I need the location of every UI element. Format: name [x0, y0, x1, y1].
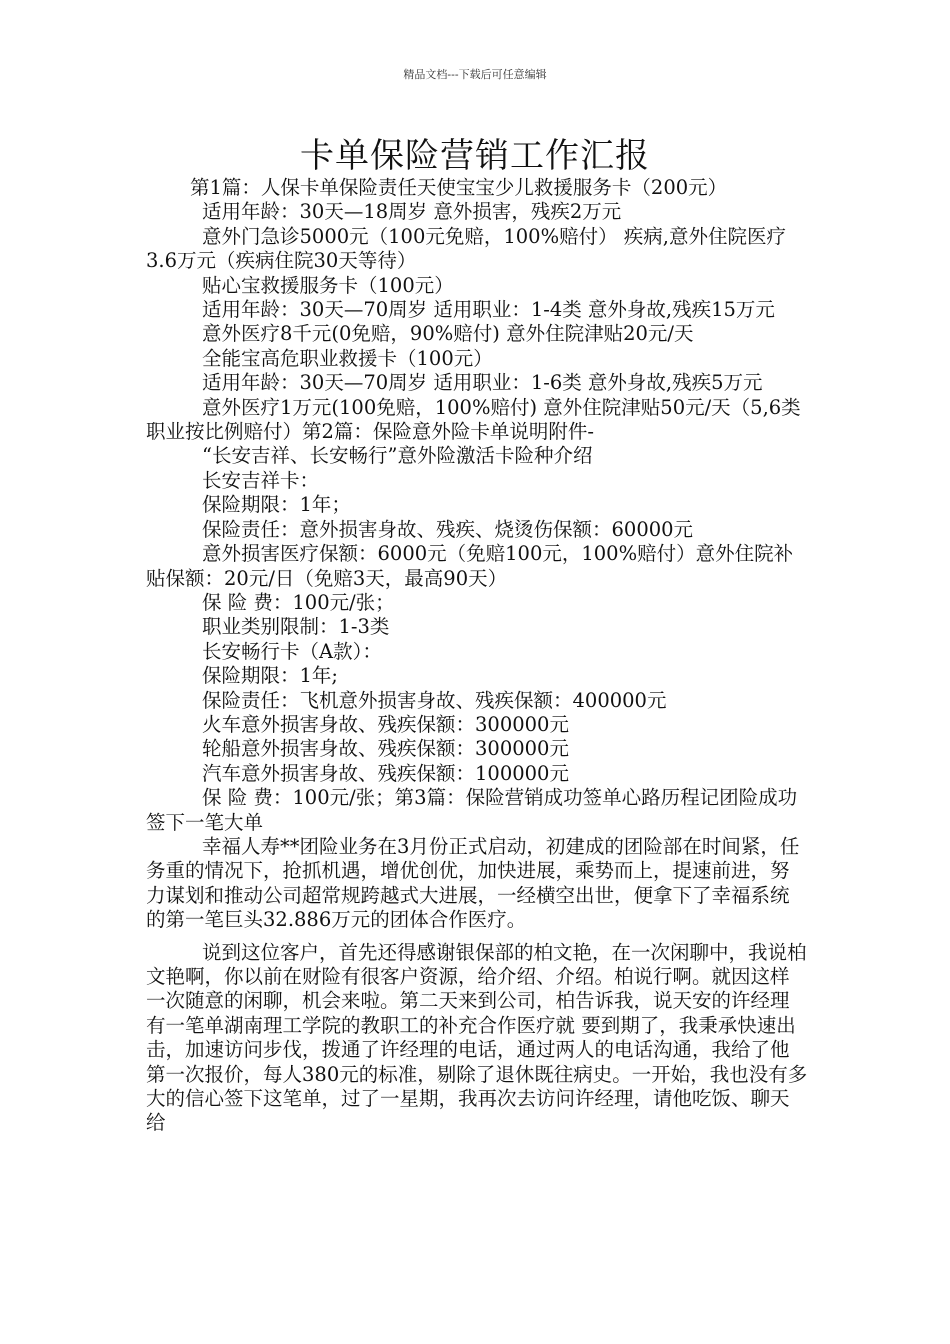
paragraph: 意外门急诊5000元（100元免赔，100%赔付） 疾病,意外住院医疗3.6万元（疾病住院30天等待） — [146, 224, 786, 273]
paragraph: 意外医疗1万元(100免赔，100%赔付) 意外住院津贴50元/天（5,6类职业按比例赔付）第2篇：保险意外险卡单说明附件- — [146, 395, 801, 444]
paragraph: 适用年龄：30天—70周岁 适用职业：1-4类 意外身故,残疾15万元 — [202, 298, 775, 322]
paragraph: 幸福人寿**团险业务在3月份正式启动，初建成的团险部在时间紧，任务重的情况下，抢抓机遇，增优创优，加快进展，乘势而上，提速前进，努力谋划和推动公司超常规跨越式大进展，一经横空出世，便拿下了幸福系统的第一笔巨头32.886万元的团体合作医疗。 — [146, 834, 800, 932]
document-body — [146, 176, 808, 1136]
paragraph: 意外医疗8千元(0免赔，90%赔付) 意外住院津贴20元/天 — [202, 322, 694, 346]
paragraph: 贴心宝救援服务卡（100元） — [202, 273, 454, 297]
paragraph: 保 险 费：100元/张；第3篇：保险营销成功签单心路历程记团险成功签下一笔大单 — [146, 786, 798, 834]
paragraph: 说到这位客户，首先还得感谢银保部的柏文艳，在一次闲聊中，我说柏文艳啊，你以前在财险有很客户资源，给介绍、介绍。柏说行啊。就因这样一次随意的闲聊，机会来啦。第二天来到公司，柏告诉我，说天安的许经理有一笔单湖南理工学院的教职工的补充合作医疗就 要到期了，我秉承快速出击，加速访问步伐，拨通了许经理的电话，通过两人的电话沟通，我给了他第一次报价，每人380元的标准，剔除了退休既往病史。一开始，我也没有多大的信心签下这笔单，过了一星期，我再次去访问许经理，请他吃饭、聊天给 — [146, 940, 808, 1135]
paragraph: 保 险 费：100元/张； — [202, 590, 395, 614]
paragraph: 职业类别限制：1-3类 — [202, 615, 390, 639]
paragraph: 保险责任：意外损害身故、残疾、烧烫伤保额：60000元 — [202, 517, 694, 541]
page-header: 精品文档---下载后可任意编辑 — [403, 68, 547, 81]
paragraph: 保险期限：1年; — [202, 664, 338, 688]
paragraph: 长安畅行卡（A款）： — [202, 639, 382, 663]
paragraph: 保险责任：飞机意外损害身故、残疾保额：400000元 — [202, 688, 667, 712]
paragraph: “长安吉祥、长安畅行”意外险激活卡险种介绍 — [202, 444, 593, 468]
paragraph: 适用年龄：30天—18周岁 意外损害，残疾2万元 — [202, 200, 622, 224]
paragraph: 全能宝高危职业救援卡（100元） — [202, 346, 493, 370]
document-title: 卡单保险营销工作汇报 — [300, 136, 650, 176]
paragraph-gap — [146, 933, 808, 941]
paragraph: 汽车意外损害身故、残疾保额：100000元 — [202, 761, 569, 785]
paragraph: 轮船意外损害身故、残疾保额：300000元 — [202, 737, 569, 761]
paragraph: 火车意外损害身故、残疾保额：300000元 — [202, 712, 569, 736]
paragraph: 保险期限：1年； — [202, 493, 351, 517]
paragraph: 第1篇：人保卡单保险责任天使宝宝少儿救援服务卡（200元） — [190, 176, 728, 199]
paragraph: 长安吉祥卡： — [202, 468, 320, 492]
paragraph: 适用年龄：30天—70周岁 适用职业：1-6类 意外身故,残疾5万元 — [202, 371, 763, 395]
paragraph: 意外损害医疗保额：6000元（免赔100元，100%赔付）意外住院补贴保额：20元/日（免赔3天，最高90天） — [146, 542, 794, 590]
